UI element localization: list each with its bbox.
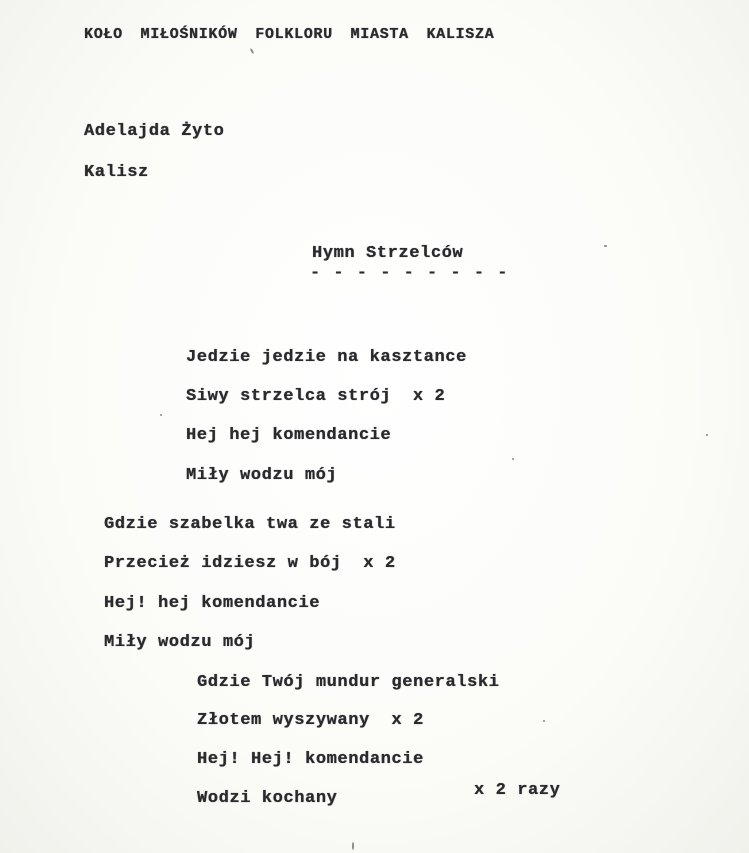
paper-speck: [604, 245, 607, 247]
stanza-3-line-4: Wodzi kochany: [197, 789, 338, 808]
stanza-2-line-3: Hej! hej komendancie: [104, 594, 321, 613]
paper-speck: [706, 434, 708, 436]
author-city: Kalisz: [84, 163, 149, 182]
stanza-3-line-2: Złotem wyszywany x 2: [197, 711, 424, 730]
stanza-1-line-2: Siwy strzelca strój x 2: [186, 387, 446, 406]
paper-speck: [160, 414, 162, 416]
repeat-note: x 2 razy: [474, 781, 561, 800]
stanza-1-line-3: Hej hej komendancie: [186, 426, 392, 445]
paper-speck: [352, 842, 354, 850]
stanza-1-line-4: Miły wodzu mój: [186, 466, 338, 485]
document-header: KOŁO MIŁOŚNIKÓW FOLKLORU MIASTA KALISZA: [84, 26, 495, 43]
stanza-2-line-4: Miły wodzu mój: [104, 633, 256, 652]
paper-speck: [250, 48, 255, 54]
stanza-2-line-2: Przecież idziesz w bój x 2: [104, 554, 396, 573]
paper-speck: [512, 458, 514, 460]
title-underline: - - - - - - - - -: [310, 264, 509, 283]
stanza-2-line-1: Gdzie szabelka twa ze stali: [104, 515, 396, 534]
author-name: Adelajda Żyto: [84, 122, 225, 141]
stanza-3-line-1: Gdzie Twój mundur generalski: [197, 673, 500, 692]
stanza-3-line-3: Hej! Hej! komendancie: [197, 750, 424, 769]
song-title: Hymn Strzelców: [312, 244, 464, 263]
paper-speck: [543, 720, 545, 722]
stanza-1-line-1: Jedzie jedzie na kasztance: [186, 348, 467, 367]
